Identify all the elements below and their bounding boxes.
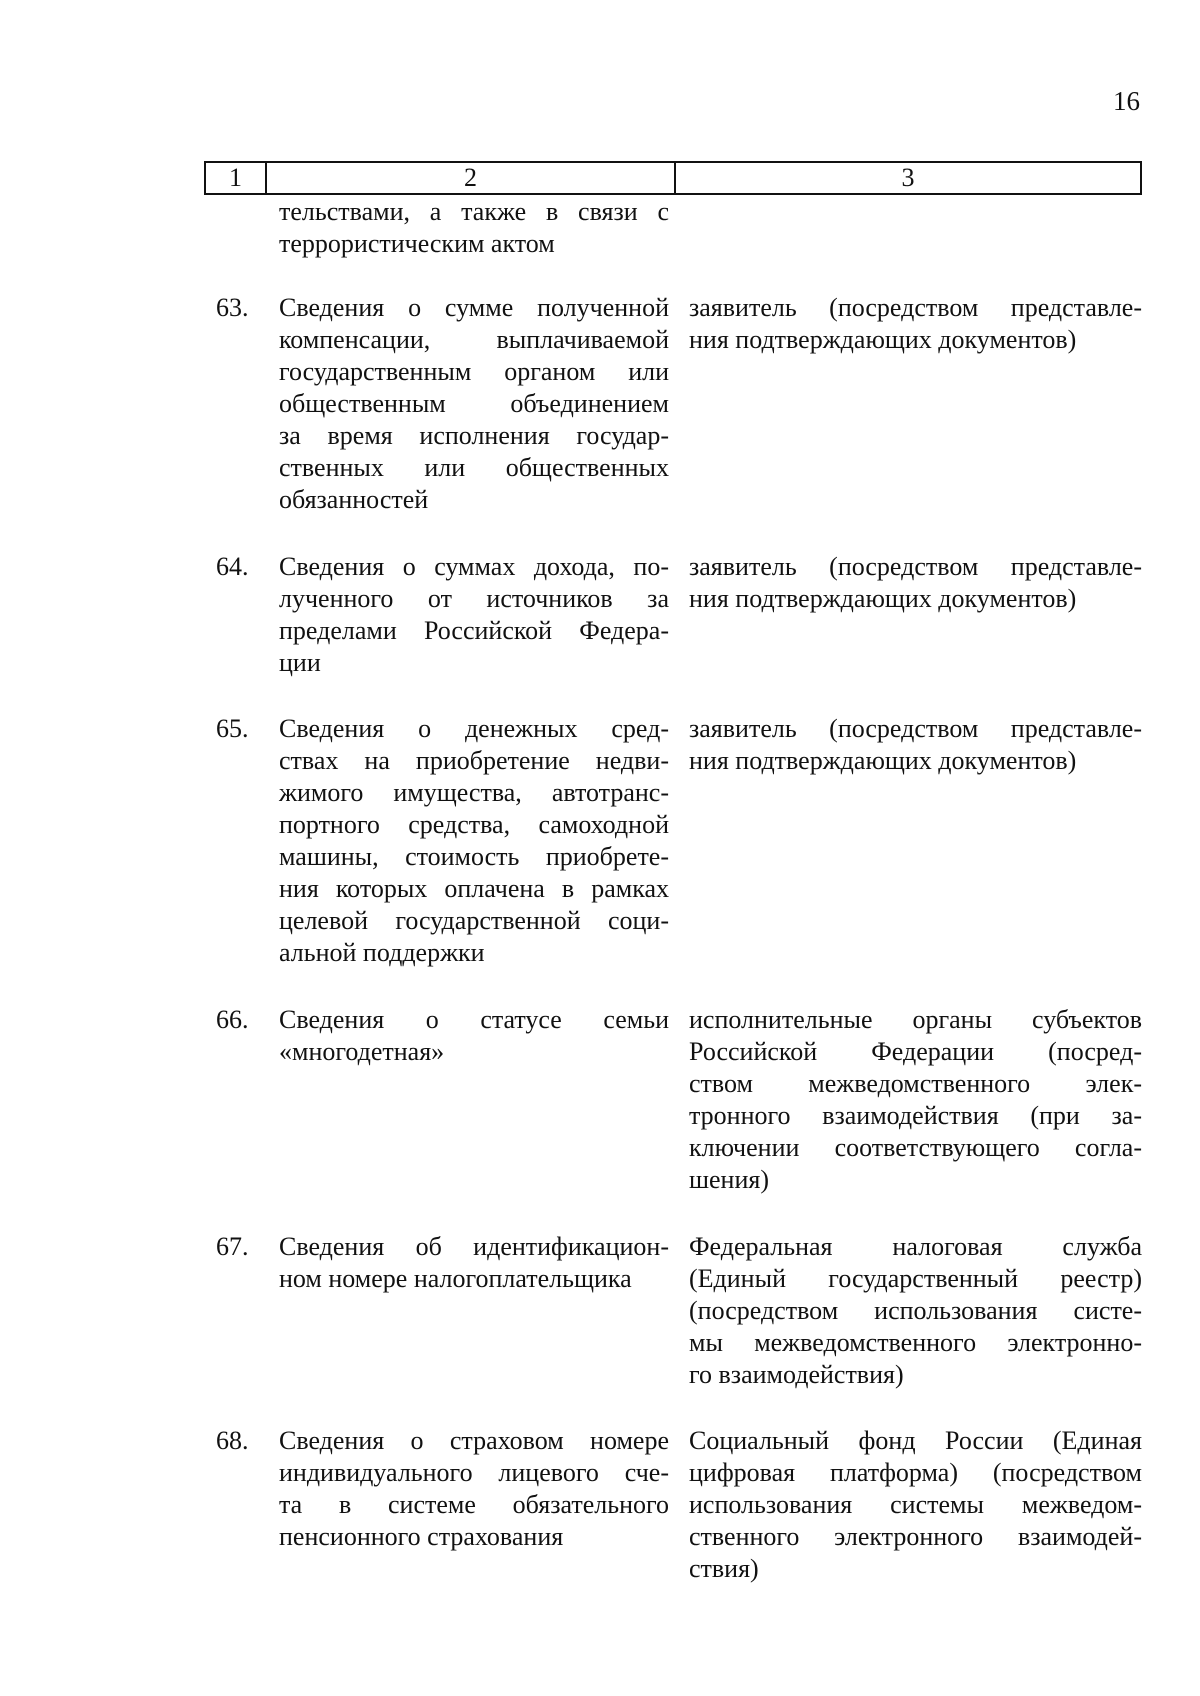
text-line: машины, стоимость приобрете- — [279, 842, 669, 871]
text-line: ствия) — [689, 1554, 759, 1583]
text-line: заявитель (посредством представле- — [689, 293, 1142, 322]
text-line: жимого имущества, автотранс- — [279, 778, 669, 807]
text-line: Сведения о сумме полученной — [279, 293, 669, 322]
info-cell — [279, 1231, 669, 1295]
text-line: Сведения о суммах дохода, по- — [279, 552, 669, 581]
text-line: ния подтверждающих документов) — [689, 584, 1077, 613]
info-cell — [279, 551, 669, 679]
text-line: государственным органом или — [279, 357, 669, 386]
text-line: (посредством использования систе- — [689, 1296, 1142, 1325]
text-line: компенсации, выплачиваемой — [279, 325, 669, 354]
info-cell — [279, 1425, 669, 1553]
continuation-text — [279, 196, 669, 260]
text-line: Российской Федерации (посред- — [689, 1037, 1142, 1066]
info-cell — [279, 292, 669, 516]
text-line: цифровая платформа) (посредством — [689, 1458, 1142, 1487]
text-line: целевой государственной соци- — [279, 906, 669, 935]
text-line: ственного электронного взаимодей- — [689, 1522, 1142, 1551]
text-line: заявитель (посредством представле- — [689, 552, 1142, 581]
row-number: 63. — [216, 293, 249, 322]
text-line: пределами Российской Федера- — [279, 616, 669, 645]
text-line: ствах на приобретение недви- — [279, 746, 669, 775]
text-line: го взаимодействия) — [689, 1360, 904, 1389]
row-number: 66. — [216, 1005, 249, 1034]
text-line: заявитель (посредством представле- — [689, 714, 1142, 743]
text-line: Сведения о денежных сред- — [279, 714, 669, 743]
info-cell — [279, 713, 669, 969]
text-line: портного средства, самоходной — [279, 810, 669, 839]
text-line: Социальный фонд России (Единая — [689, 1426, 1142, 1455]
text-line: та в системе обязательного — [279, 1490, 669, 1519]
info-cell — [279, 1004, 669, 1068]
text-line: ключении соответствующего согла- — [689, 1133, 1142, 1162]
text-line: ством межведомственного элек- — [689, 1069, 1142, 1098]
source-cell — [689, 292, 1142, 356]
text-line: обязанностей — [279, 485, 429, 514]
source-cell — [689, 1004, 1142, 1196]
text-line: использования системы межведом- — [689, 1490, 1142, 1519]
text-line: (Единый государственный реестр) — [689, 1264, 1142, 1293]
page-number: 16 — [1113, 86, 1140, 116]
text-line: индивидуального лицевого сче- — [279, 1458, 669, 1487]
row-number: 67. — [216, 1232, 249, 1261]
text-line: ния которых оплачена в рамках — [279, 874, 669, 903]
source-cell — [689, 1425, 1142, 1585]
text-line: ния подтверждающих документов) — [689, 325, 1077, 354]
text-line: террористическим актом — [279, 229, 555, 258]
text-line: «многодетная» — [279, 1037, 445, 1066]
row-number: 65. — [216, 714, 249, 743]
text-line: исполнительные органы субъектов — [689, 1005, 1142, 1034]
text-line: ном номере налогоплательщика — [279, 1264, 632, 1293]
source-cell — [689, 713, 1142, 777]
text-line: Сведения об идентификацион- — [279, 1232, 669, 1261]
source-cell — [689, 1231, 1142, 1391]
text-line: ния подтверждающих документов) — [689, 746, 1077, 775]
text-line: тельствами, а также в связи с — [279, 197, 669, 226]
text-line: тронного взаимодействия (при за- — [689, 1101, 1142, 1130]
header-col-3: 3 — [901, 163, 915, 192]
text-line: альной поддержки — [279, 938, 485, 967]
row-number: 68. — [216, 1426, 249, 1455]
text-line: Сведения о статусе семьи — [279, 1005, 669, 1034]
table-header — [204, 161, 1142, 195]
text-line: за время исполнения государ- — [279, 421, 669, 450]
text-line: Сведения о страховом номере — [279, 1426, 669, 1455]
row-number: 64. — [216, 552, 249, 581]
text-line: общественным объединением — [279, 389, 669, 418]
header-col-2: 2 — [267, 163, 676, 193]
text-line: лученного от источников за — [279, 584, 669, 613]
text-line: пенсионного страхования — [279, 1522, 564, 1551]
header-col-1: 1 — [206, 163, 267, 193]
text-line: мы межведомственного электронно- — [689, 1328, 1142, 1357]
text-line: ции — [279, 648, 321, 677]
text-line: шения) — [689, 1165, 770, 1194]
text-line: ственных или общественных — [279, 453, 669, 482]
text-line: Федеральная налоговая служба — [689, 1232, 1142, 1261]
source-cell — [689, 551, 1142, 615]
